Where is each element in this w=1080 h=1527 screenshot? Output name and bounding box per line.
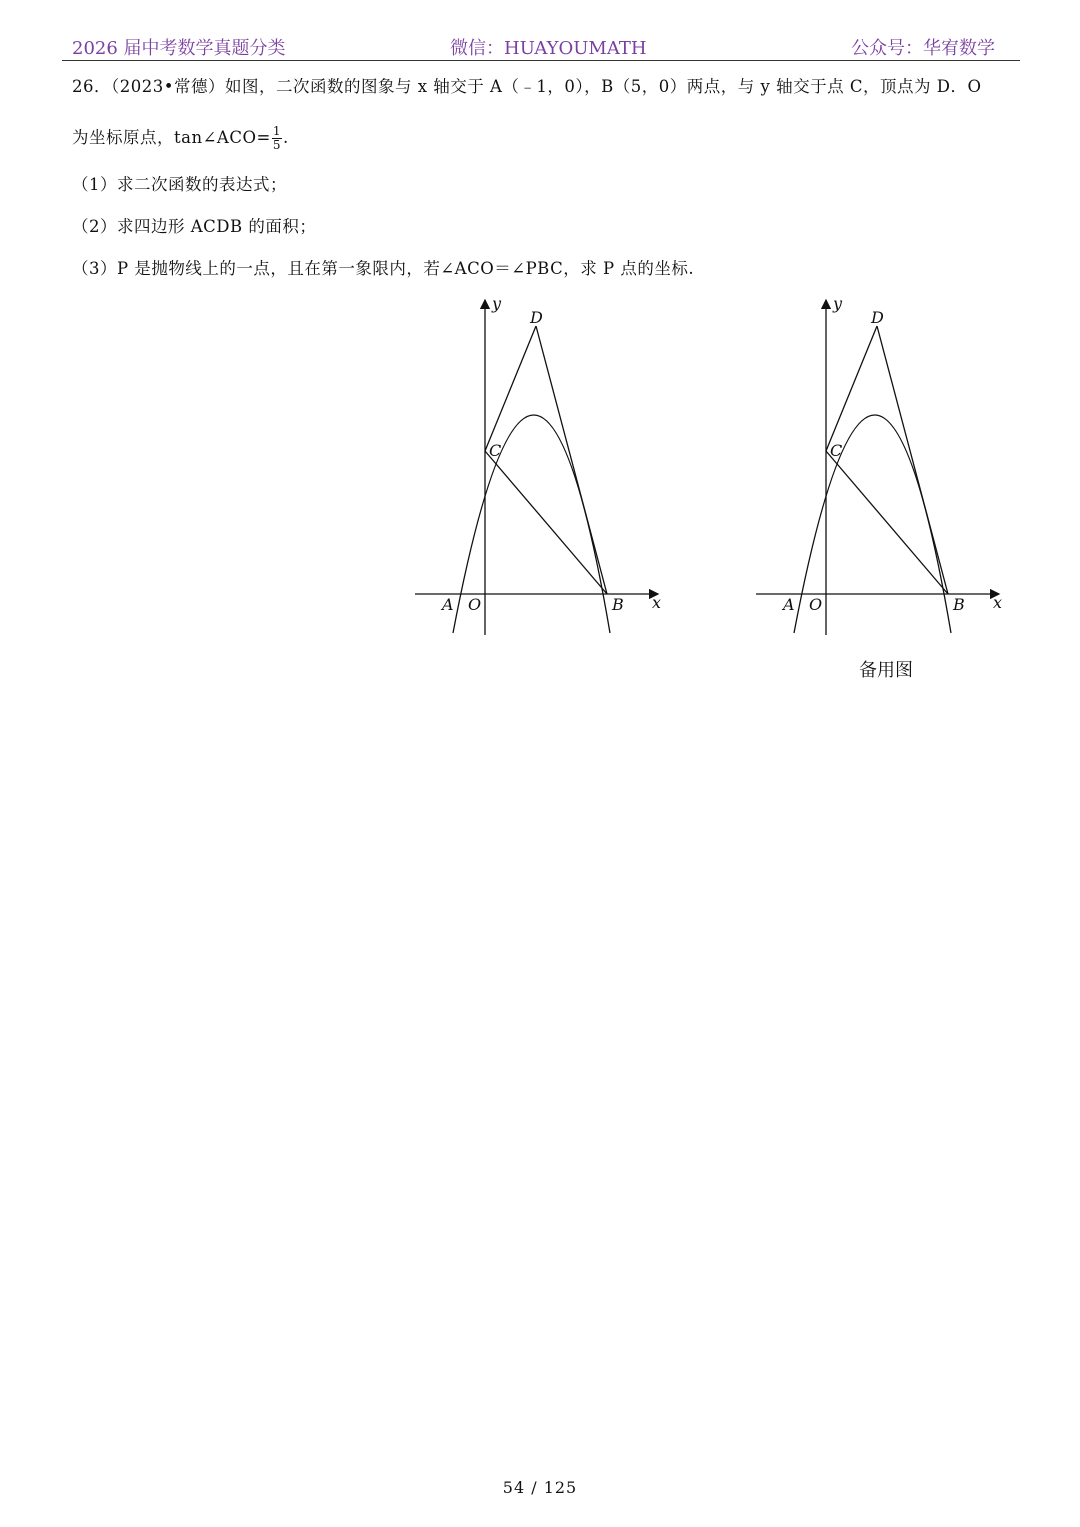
label-y: y xyxy=(492,294,502,313)
label-o: O xyxy=(809,595,823,614)
label-a: A xyxy=(442,595,454,614)
fraction-numerator: 1 xyxy=(272,124,281,138)
label-x: x xyxy=(993,593,1003,612)
label-b: B xyxy=(953,595,965,614)
label-a: A xyxy=(783,595,795,614)
label-d: D xyxy=(530,308,543,327)
spare-figure-caption: 备用图 xyxy=(859,660,913,681)
question-part-1: （1）求二次函数的表达式； xyxy=(72,175,287,194)
label-c: C xyxy=(489,441,502,460)
label-d: D xyxy=(871,308,884,327)
label-b: B xyxy=(612,595,624,614)
label-c: C xyxy=(830,441,843,460)
parabola-figure-main xyxy=(410,290,680,640)
question-line-2 xyxy=(72,125,289,152)
segment-db xyxy=(536,326,607,594)
question-line-2-suffix: . xyxy=(282,128,289,147)
header-wechat: 微信：HUAYOUMATH xyxy=(450,38,647,59)
page-header xyxy=(62,30,1020,61)
header-title: 2026 届中考数学真题分类 xyxy=(72,38,286,59)
fraction-denominator: 5 xyxy=(272,138,281,152)
page-number: 54 / 125 xyxy=(502,1478,578,1497)
parabola-figure-spare xyxy=(751,290,1021,640)
segment-cd xyxy=(485,326,536,451)
question-part-3: （3）P 是抛物线上的一点，且在第一象限内，若∠ACO＝∠PBC，求 P 点的坐标. xyxy=(72,259,695,278)
question-line-2-prefix: 为坐标原点，tan∠ACO= xyxy=(72,128,271,147)
question-line-1: 26．（2023•常德）如图，二次函数的图象与 x 轴交于 A（﹣1，0），B（5，0）两点，与 y 轴交于点 C，顶点为 D．O xyxy=(72,77,982,96)
segment-cd xyxy=(826,326,877,451)
segment-db xyxy=(877,326,948,594)
label-y: y xyxy=(833,294,843,313)
label-o: O xyxy=(468,595,482,614)
header-account: 公众号：华宥数学 xyxy=(851,38,995,59)
question-part-2: （2）求四边形 ACDB 的面积； xyxy=(72,217,317,236)
fraction-one-fifth xyxy=(272,125,282,152)
label-x: x xyxy=(652,593,662,612)
